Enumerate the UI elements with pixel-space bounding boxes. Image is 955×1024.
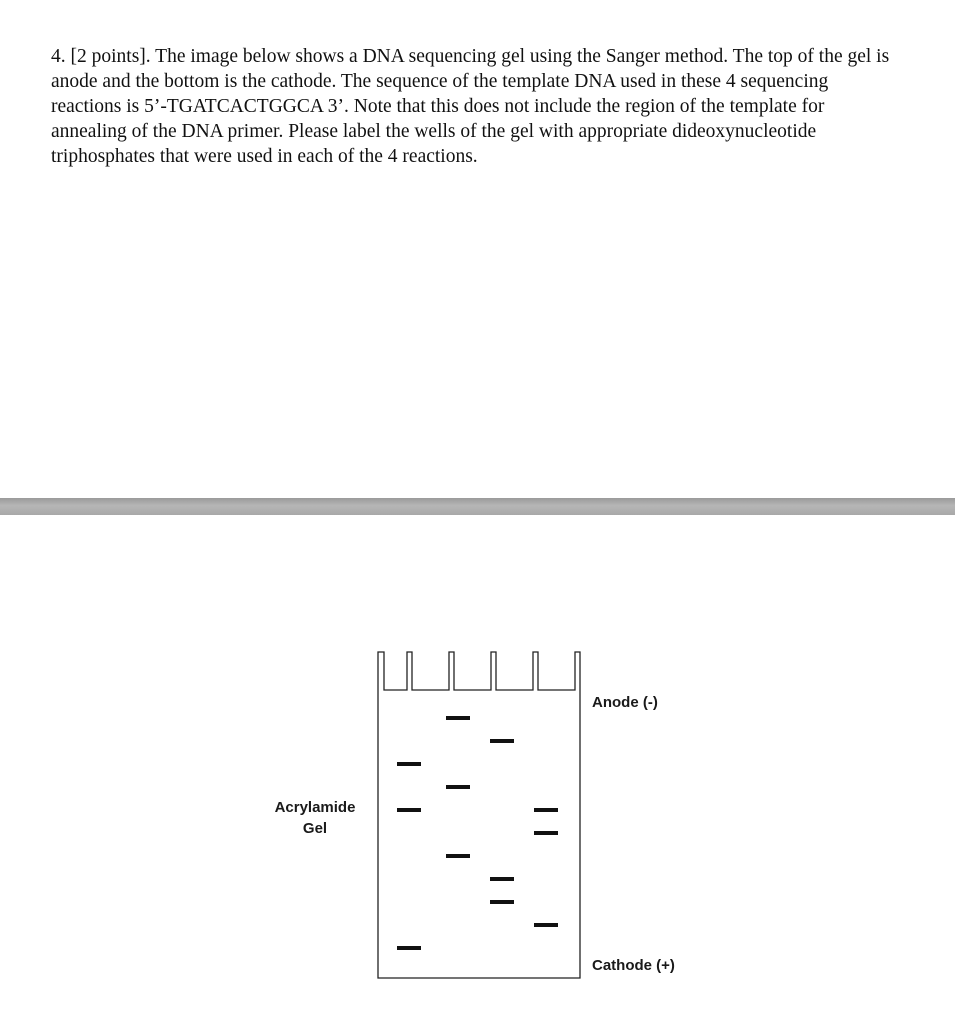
band-lane-1-pos-3 [397,762,421,766]
question-text: 4. [2 points]. The image below shows a DNA sequencing gel using the Sanger method. The top of the gel is anode and the bottom is the cathode. The sequence of the template DNA used in these 4 sequencing reactions is 5’-TGATCACTGGCA 3’. Note that this does not include the region of the template for annealing of the DNA primer. Please label the wells of the gel with appropriate dideoxynucleotide triphosphates that were used in each of the 4 reactions. [51,46,890,167]
band-lane-3-pos-2 [490,739,514,743]
gel-label-line1: Acrylamide [274,799,356,816]
band-lane-4-pos-6 [534,831,558,835]
gel-bands [397,716,558,950]
band-lane-1-pos-11 [397,946,421,950]
band-lane-2-pos-7 [446,854,470,858]
band-lane-4-pos-10 [534,923,558,927]
gel-outline [378,652,580,978]
band-lane-4-pos-5 [534,808,558,812]
band-lane-3-pos-9 [490,900,514,904]
band-lane-1-pos-5 [397,808,421,812]
gel-label-line2: Gel [302,820,328,837]
band-lane-2-pos-4 [446,785,470,789]
band-lane-3-pos-8 [490,877,514,881]
cathode-label: Cathode (+) [592,957,675,974]
anode-label: Anode (-) [592,694,658,711]
band-lane-2-pos-1 [446,716,470,720]
